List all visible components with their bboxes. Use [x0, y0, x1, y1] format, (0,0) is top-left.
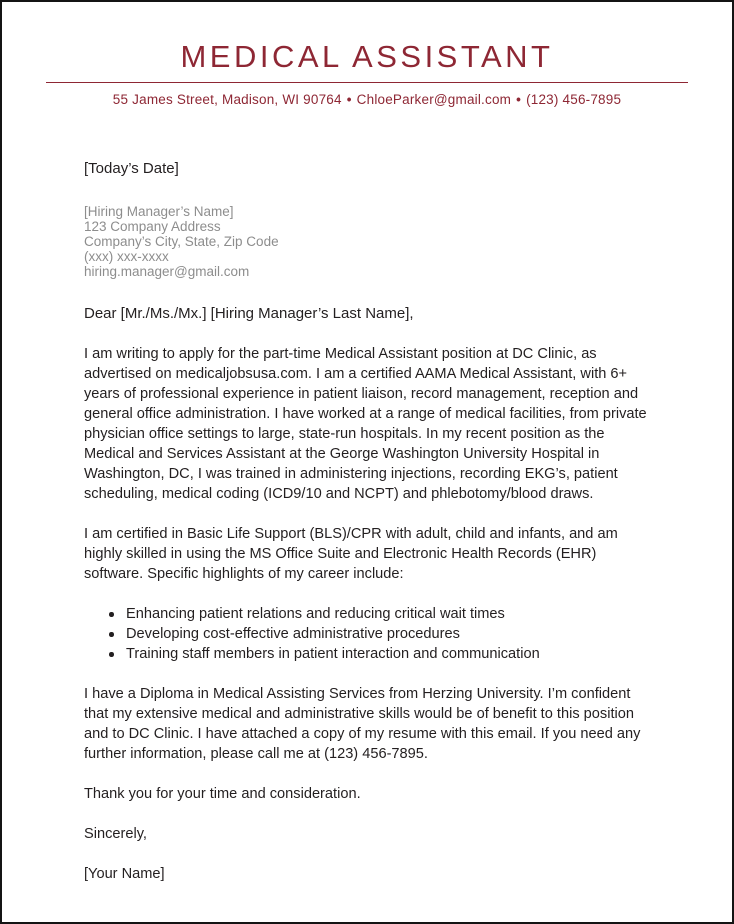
- contact-email: ChloeParker@gmail.com: [356, 92, 512, 108]
- letter-body: [2, 159, 732, 884]
- header-divider: [46, 82, 688, 83]
- letter-header: [2, 2, 732, 107]
- contact-address: 55 James Street, Madison, WI 90764: [112, 92, 342, 108]
- recipient-address-line1: 123 Company Address: [84, 219, 221, 235]
- recipient-phone: (xxx) xxx-xxxx: [84, 249, 169, 265]
- signoff-line: Sincerely,: [84, 826, 147, 843]
- recipient-email: hiring.manager@gmail.com: [84, 264, 250, 280]
- contact-line: [2, 92, 732, 107]
- thanks-line: Thank you for your time and consideration.: [84, 786, 361, 803]
- recipient-address-line2: Company’s City, State, Zip Code: [84, 234, 279, 250]
- bullet-item: Training staff members in patient interaction and communication: [84, 644, 650, 664]
- body-paragraph-1: I am writing to apply for the part-time Medical Assistant position at DC Clinic, as advertised on medicaljobsusa.com. I am a certified AAMA Medical Assistant, with 6+ years of professional experience in patient liaison, record management, reception and general office administration. I have worked at a range of medical facilities, from private physician office settings to large, state-run hospitals. In my recent position as the Medical and Services Assistant at the George Washington University Hospital in Washington, DC, I was trained in administering injections, recording EKG’s, patient scheduling, medical coding (ICD9/10 and NCPT) and phlebotomy/blood draws.: [84, 346, 647, 503]
- career-highlights-list: [84, 604, 650, 664]
- salutation: Dear [Mr./Ms./Mx.] [Hiring Manager’s Last Name],: [84, 305, 414, 323]
- page-title: MEDICAL ASSISTANT: [180, 39, 554, 74]
- date-placeholder: [Today’s Date]: [84, 160, 179, 178]
- bullet-item: Enhancing patient relations and reducing critical wait times: [84, 604, 650, 624]
- contact-phone: (123) 456-7895: [526, 92, 622, 108]
- recipient-block: [84, 204, 650, 279]
- contact-separator-1: •: [346, 92, 352, 108]
- body-paragraph-3: I have a Diploma in Medical Assisting Services from Herzing University. I’m confident that my extensive medical and administrative skills would be of benefit to this position and to DC Clinic. I have attached a copy of my resume with this email. If you need any further information, please call me at (123) 456-7895.: [84, 686, 641, 763]
- contact-separator-2: •: [516, 92, 522, 108]
- bullet-item: Developing cost-effective administrative procedures: [84, 624, 650, 644]
- signature-placeholder: [Your Name]: [84, 866, 165, 883]
- body-paragraph-2: I am certified in Basic Life Support (BLS)/CPR with adult, child and infants, and am highly skilled in using the MS Office Suite and Electronic Health Records (EHR) software. Specific highlights of my career include:: [84, 526, 618, 583]
- recipient-name: [Hiring Manager’s Name]: [84, 204, 234, 220]
